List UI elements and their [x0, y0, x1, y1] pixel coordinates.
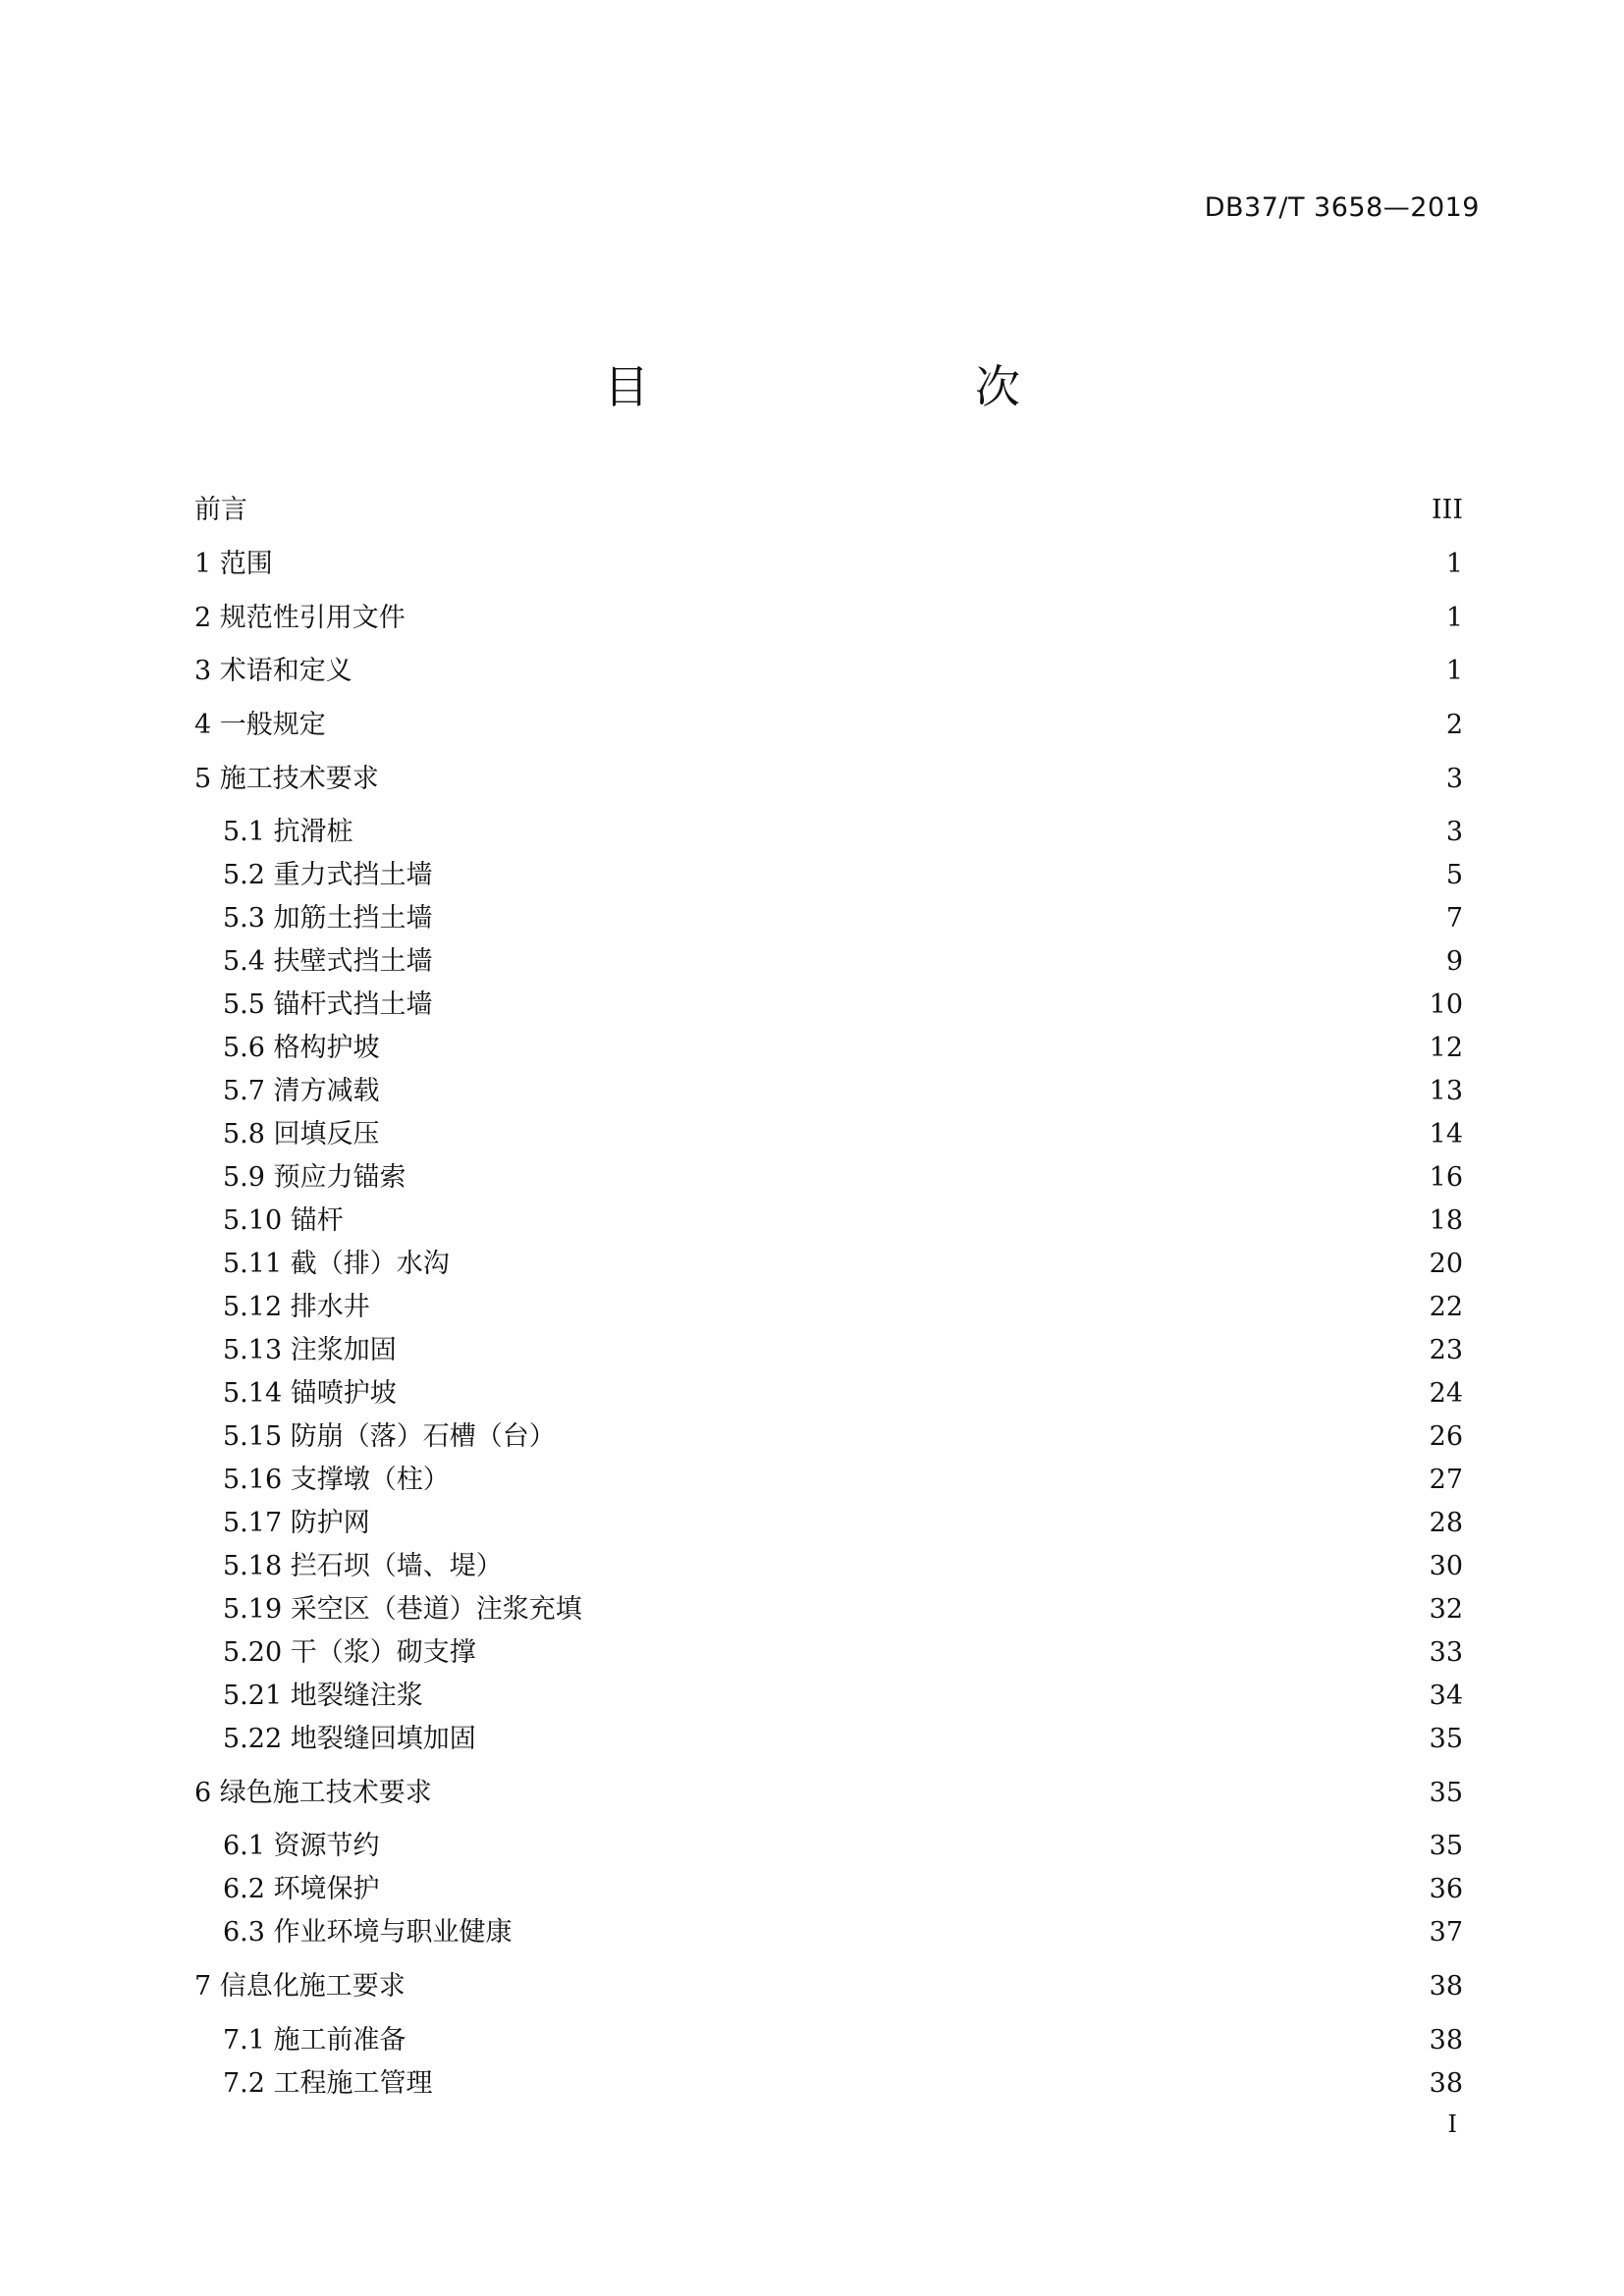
toc-entry-page: 33 — [1429, 1637, 1463, 1668]
toc-entry-label: 5.3 加筋土挡土墙 — [223, 903, 433, 934]
toc-entry-label: 5.4 扶壁式挡土墙 — [223, 946, 433, 977]
toc-leader-dots — [482, 1720, 1420, 1759]
toc-entry-label: 5.10 锚杆 — [223, 1205, 344, 1236]
toc-entry-page: 14 — [1429, 1119, 1463, 1149]
page-number: I — [1447, 2110, 1457, 2138]
toc-entry[interactable] — [223, 2064, 1463, 2104]
toc-entry[interactable] — [223, 1374, 1463, 1414]
toc-entry-label: 5.19 采空区（巷道）注浆充填 — [223, 1594, 582, 1625]
toc-entry[interactable] — [194, 760, 1463, 799]
toc-entry[interactable] — [223, 1827, 1463, 1866]
toc-entry-page: 38 — [1429, 1971, 1463, 2002]
toc-entry[interactable] — [223, 1590, 1463, 1629]
toc-entry-page: 5 — [1445, 860, 1463, 890]
toc-entry-page: 22 — [1429, 1292, 1463, 1322]
toc-leader-dots — [385, 760, 1436, 799]
toc-leader-dots — [439, 856, 1436, 895]
toc-leader-dots — [279, 545, 1436, 584]
toc-entry[interactable] — [223, 986, 1463, 1025]
toc-entry-page: 1 — [1445, 603, 1463, 633]
toc-leader-dots — [412, 2021, 1420, 2060]
toc-entry-page: 37 — [1429, 1917, 1463, 1948]
toc-leader-dots — [358, 652, 1436, 691]
toc-leader-dots — [411, 599, 1436, 638]
toc-entry-page: 3 — [1445, 764, 1463, 794]
toc-entry-page: 32 — [1429, 1594, 1463, 1625]
toc-entry-page: 13 — [1429, 1076, 1463, 1106]
toc-entry-label: 6.3 作业环境与职业健康 — [223, 1917, 513, 1948]
toc-entry[interactable] — [223, 942, 1463, 982]
toc-entry-page: 36 — [1429, 1874, 1463, 1904]
toc-entry-page: 16 — [1429, 1162, 1463, 1193]
toc-entry[interactable] — [194, 491, 1463, 530]
toc-entry-label: 前言 — [194, 495, 247, 525]
toc-entry[interactable] — [223, 1245, 1463, 1284]
toc-leader-dots — [588, 1590, 1420, 1629]
toc-entry[interactable] — [223, 1158, 1463, 1198]
toc-entry-label: 6.2 环境保护 — [223, 1874, 380, 1904]
toc-entry-page: 18 — [1429, 1205, 1463, 1236]
toc-entry-page: 2 — [1445, 710, 1463, 740]
toc-entry-page: 27 — [1429, 1465, 1463, 1495]
toc-leader-dots — [253, 491, 1422, 530]
toc-leader-dots — [456, 1461, 1420, 1500]
toc-entry-label: 5.21 地裂缝注浆 — [223, 1681, 423, 1711]
toc-entry[interactable] — [223, 856, 1463, 895]
toc-entry-page: 38 — [1429, 2068, 1463, 2099]
toc-entry[interactable] — [223, 1417, 1463, 1457]
toc-entry[interactable] — [223, 1720, 1463, 1759]
toc-leader-dots — [509, 1547, 1420, 1586]
toc-entry-label: 6 绿色施工技术要求 — [194, 1778, 432, 1808]
toc-entry-label: 5.16 支撑墩（柱） — [223, 1465, 450, 1495]
toc-entry[interactable] — [223, 2021, 1463, 2060]
toc-leader-dots — [376, 1504, 1420, 1543]
toc-entry-label: 5.17 防护网 — [223, 1508, 370, 1538]
toc-entry[interactable] — [223, 1504, 1463, 1543]
toc-leader-dots — [332, 706, 1436, 745]
toc-entry[interactable] — [223, 1870, 1463, 1909]
toc-entry-label: 5.9 预应力锚索 — [223, 1162, 406, 1193]
toc-leader-dots — [412, 1158, 1420, 1198]
toc-entry-page: 24 — [1429, 1378, 1463, 1409]
toc-leader-dots — [376, 1288, 1420, 1327]
toc-entry-label: 5.7 清方减载 — [223, 1076, 380, 1106]
toc-entry-page: 28 — [1429, 1508, 1463, 1538]
toc-entry[interactable] — [223, 1461, 1463, 1500]
toc-leader-dots — [403, 1374, 1420, 1414]
toc-entry-label: 4 一般规定 — [194, 710, 326, 740]
toc-leader-dots — [429, 1677, 1420, 1716]
toc-leader-dots — [359, 813, 1436, 852]
toc-leader-dots — [456, 1245, 1420, 1284]
toc-leader-dots — [386, 1870, 1420, 1909]
toc-entry-page: 26 — [1429, 1421, 1463, 1452]
toc-leader-dots — [482, 1633, 1420, 1673]
toc-entry-label: 5.8 回填反压 — [223, 1119, 380, 1149]
toc-leader-dots — [411, 1967, 1420, 2006]
toc-entry-label: 5.1 抗滑桩 — [223, 817, 353, 847]
toc-entry-label: 5.20 干（浆）砌支撑 — [223, 1637, 476, 1668]
toc-entry-label: 5.14 锚喷护坡 — [223, 1378, 397, 1409]
toc-entry-label: 6.1 资源节约 — [223, 1831, 380, 1861]
toc-entry-page: 38 — [1429, 2025, 1463, 2056]
toc-entry[interactable] — [194, 1774, 1463, 1813]
toc-entry-page: 34 — [1429, 1681, 1463, 1711]
toc-entry[interactable] — [223, 1331, 1463, 1370]
toc-leader-dots — [386, 1115, 1420, 1154]
toc-entry-page: 30 — [1429, 1551, 1463, 1581]
toc-entry[interactable] — [223, 1201, 1463, 1241]
toc-entry-label: 5.13 注浆加固 — [223, 1335, 397, 1365]
toc-entry[interactable] — [223, 1029, 1463, 1068]
toc-entry-page: 9 — [1445, 946, 1463, 977]
toc-entry-label: 5.15 防崩（落）石槽（台） — [223, 1421, 556, 1452]
toc-title: 目 次 — [604, 360, 1099, 413]
toc-entry[interactable] — [223, 1115, 1463, 1154]
toc-entry-page: 23 — [1429, 1335, 1463, 1365]
toc-entry-label: 5.12 排水井 — [223, 1292, 370, 1322]
toc-entry-page: 20 — [1429, 1249, 1463, 1279]
toc-leader-dots — [403, 1331, 1420, 1370]
toc-entry-page: 12 — [1429, 1033, 1463, 1063]
toc-entry-page: 1 — [1445, 549, 1463, 579]
toc-leader-dots — [438, 1774, 1420, 1813]
toc-entry-page: 1 — [1445, 656, 1463, 686]
toc-entry[interactable] — [223, 813, 1463, 852]
toc-entry[interactable] — [223, 1547, 1463, 1586]
toc-entry[interactable] — [223, 1633, 1463, 1673]
toc-leader-dots — [350, 1201, 1420, 1241]
toc-leader-dots — [439, 986, 1420, 1025]
toc-entry[interactable] — [223, 1072, 1463, 1111]
toc-entry-label: 7.1 施工前准备 — [223, 2025, 406, 2056]
toc-entry-label: 5.6 格构护坡 — [223, 1033, 380, 1063]
toc-leader-dots — [386, 1029, 1420, 1068]
toc-entry[interactable] — [223, 1677, 1463, 1716]
toc-entry[interactable] — [194, 706, 1463, 745]
toc-entry-label: 5 施工技术要求 — [194, 764, 379, 794]
document-code: DB37/T 3658—2019 — [1204, 192, 1480, 223]
toc-leader-dots — [439, 2064, 1420, 2104]
toc-entry-page: 35 — [1429, 1724, 1463, 1754]
toc-entry-label: 5.5 锚杆式挡土墙 — [223, 989, 433, 1020]
toc-entry[interactable] — [223, 1913, 1463, 1952]
toc-entry-page: 35 — [1429, 1778, 1463, 1808]
toc-entry-page: 7 — [1445, 903, 1463, 934]
toc-entry-label: 5.22 地裂缝回填加固 — [223, 1724, 476, 1754]
toc-entry-page: 3 — [1445, 817, 1463, 847]
toc-entry[interactable] — [194, 652, 1463, 691]
toc-entry-page: 10 — [1429, 989, 1463, 1020]
toc-entry-label: 1 范围 — [194, 549, 273, 579]
toc-entry[interactable] — [194, 1967, 1463, 2006]
toc-leader-dots — [562, 1417, 1420, 1457]
toc-entry-label: 7 信息化施工要求 — [194, 1971, 406, 2002]
toc-entry[interactable] — [223, 1288, 1463, 1327]
toc-entry-page: III — [1432, 495, 1463, 525]
toc-entry[interactable] — [194, 599, 1463, 638]
toc-entry[interactable] — [194, 545, 1463, 584]
toc-entry-page: 35 — [1429, 1831, 1463, 1861]
toc-leader-dots — [439, 942, 1436, 982]
toc-leader-dots — [439, 899, 1436, 938]
toc-entry-label: 3 术语和定义 — [194, 656, 352, 686]
toc-entry-label: 2 规范性引用文件 — [194, 603, 406, 633]
toc-leader-dots — [386, 1827, 1420, 1866]
toc-entry-label: 5.18 拦石坝（墙、堤） — [223, 1551, 503, 1581]
toc-entry-label: 7.2 工程施工管理 — [223, 2068, 433, 2099]
toc-entry-label: 5.2 重力式挡土墙 — [223, 860, 433, 890]
toc-entry[interactable] — [223, 899, 1463, 938]
toc-leader-dots — [518, 1913, 1420, 1952]
toc-leader-dots — [386, 1072, 1420, 1111]
toc-entry-label: 5.11 截（排）水沟 — [223, 1249, 450, 1279]
